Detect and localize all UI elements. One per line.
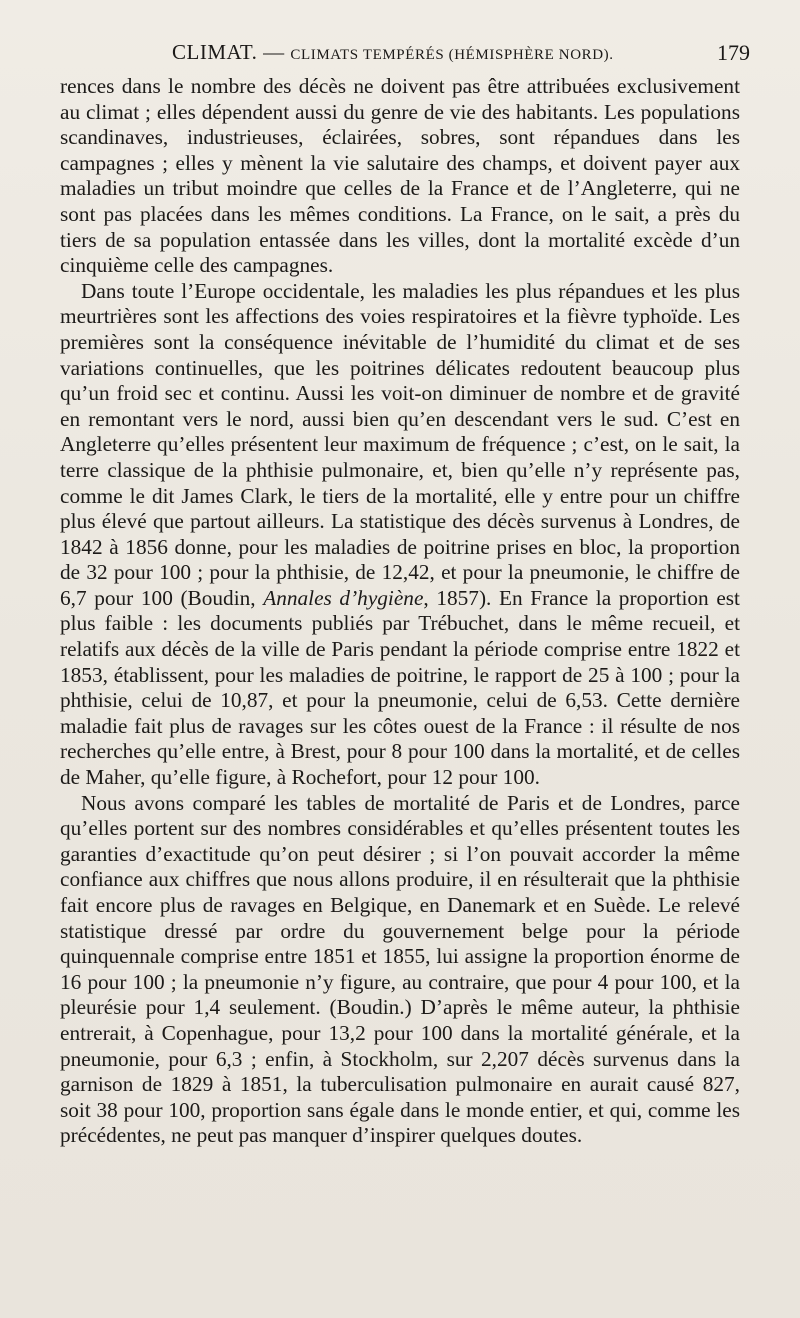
running-title-dash: — bbox=[257, 40, 291, 64]
running-header bbox=[60, 40, 750, 70]
page-number: 179 bbox=[717, 40, 750, 65]
paragraph-2-part-2: , 1857). En France la proportion est plus faible : les documents publiés par Trébuchet, dans le même recueil, et relatifs aux décès de la ville de Paris pendant la période comprise entre 1822 et 1853, établissent, pour les maladies de poitrine, le rapport de 25 à 100 ; pour la phthisie, celui de 10,87, et pour la pneumonie, celui de 6,53. Cette dernière maladie fait plus de ravages sur les côtes ouest de la France : il résulte de nos recherches qu’elle entre, à Brest, pour 8 pour 100 dans la mortalité, et de celles de Maher, qu’elle figure, à Rochefort, pour 12 pour 100. bbox=[60, 585, 740, 790]
journal-title: Annales d’hygiène bbox=[263, 585, 424, 610]
running-title bbox=[172, 40, 614, 65]
running-title-sub: CLIMATS TEMPÉRÉS (HÉMISPHÈRE NORD). bbox=[290, 47, 614, 63]
paragraph-2-part-1: Dans toute l’Europe occidentale, les maladies les plus répandues et les plus meurtrières sont les affections des voies respiratoires et la fièvre typhoïde. Les premières sont la conséquence inévitable de l’humidité du climat et de ses variations continuelles, que les poitrines délicates redoutent beaucoup plus qu’un froid sec et continu. Aussi les voit-on diminuer de nombre et de gravité en remontant vers le nord, aussi bien qu’en descendant vers le sud. C’est en Angleterre qu’elles présentent leur maximum de fréquence ; c’est, on le sait, la terre classique de la phthisie pulmonaire, et, bien qu’elle n’y représente pas, comme le dit James Clark, le tiers de la mortalité, elle y entre pour un chiffre plus élevé que partout ailleurs. La statistique des décès survenus à Londres, de 1842 à 1856 donne, pour les maladies de poitrine prises en bloc, la proportion de 32 pour 100 ; pour la phthisie, de 12,42, et pour la pneumonie, le chiffre de 6,7 pour 100 (Boudin, bbox=[60, 278, 740, 610]
paragraph-2 bbox=[60, 279, 740, 791]
body-text bbox=[60, 74, 740, 1149]
paragraph-3: Nous avons comparé les tables de mortalité de Paris et de Londres, parce qu’elles portent sur des nombres considérables et qu’elles présentent toutes les garanties d’exactitude qu’on peut désirer ; si l’on pouvait accorder la même confiance aux chiffres que nous allons produire, il en résulterait que la phthisie fait encore plus de ravages en Belgique, en Danemark et en Suède. Le relevé statistique dressé par ordre du gouvernement belge pour la période quinquennale comprise entre 1851 et 1855, lui assigne la proportion énorme de 16 pour 100 ; la pneumonie n’y figure, au contraire, que pour 4 pour 100, et la pleurésie pour 1,4 seulement. (Boudin.) D’après le même auteur, la phthisie entrerait, à Copenhague, pour 13,2 pour 100 dans la mortalité générale, et la pneumonie, pour 6,3 ; enfin, à Stockholm, sur 2,207 décès survenus dans la garnison de 1829 à 1851, la tuberculisation pulmonaire en aurait causé 827, soit 38 pour 100, proportion sans égale dans le monde entier, et qui, comme les précédentes, ne peut pas manquer d’inspirer quelques doutes. bbox=[60, 790, 740, 1148]
paragraph-1: rences dans le nombre des décès ne doivent pas être attribuées exclusivement au climat ; elles dépendent aussi du genre de vie des habitants. Les populations scandinaves, industrieuses, éclairées, sobres, sont répandues dans les campagnes ; elles y mènent la vie salutaire des champs, et doivent payer aux maladies un tribut moindre que celles de la France et de l’Angleterre, qui ne sont pas placées dans les mêmes conditions. La France, on le sait, a près du tiers de sa population entassée dans les villes, dont la mortalité excède d’un cinquième celle des campagnes. bbox=[60, 74, 740, 278]
running-title-main: CLIMAT. bbox=[172, 40, 258, 64]
